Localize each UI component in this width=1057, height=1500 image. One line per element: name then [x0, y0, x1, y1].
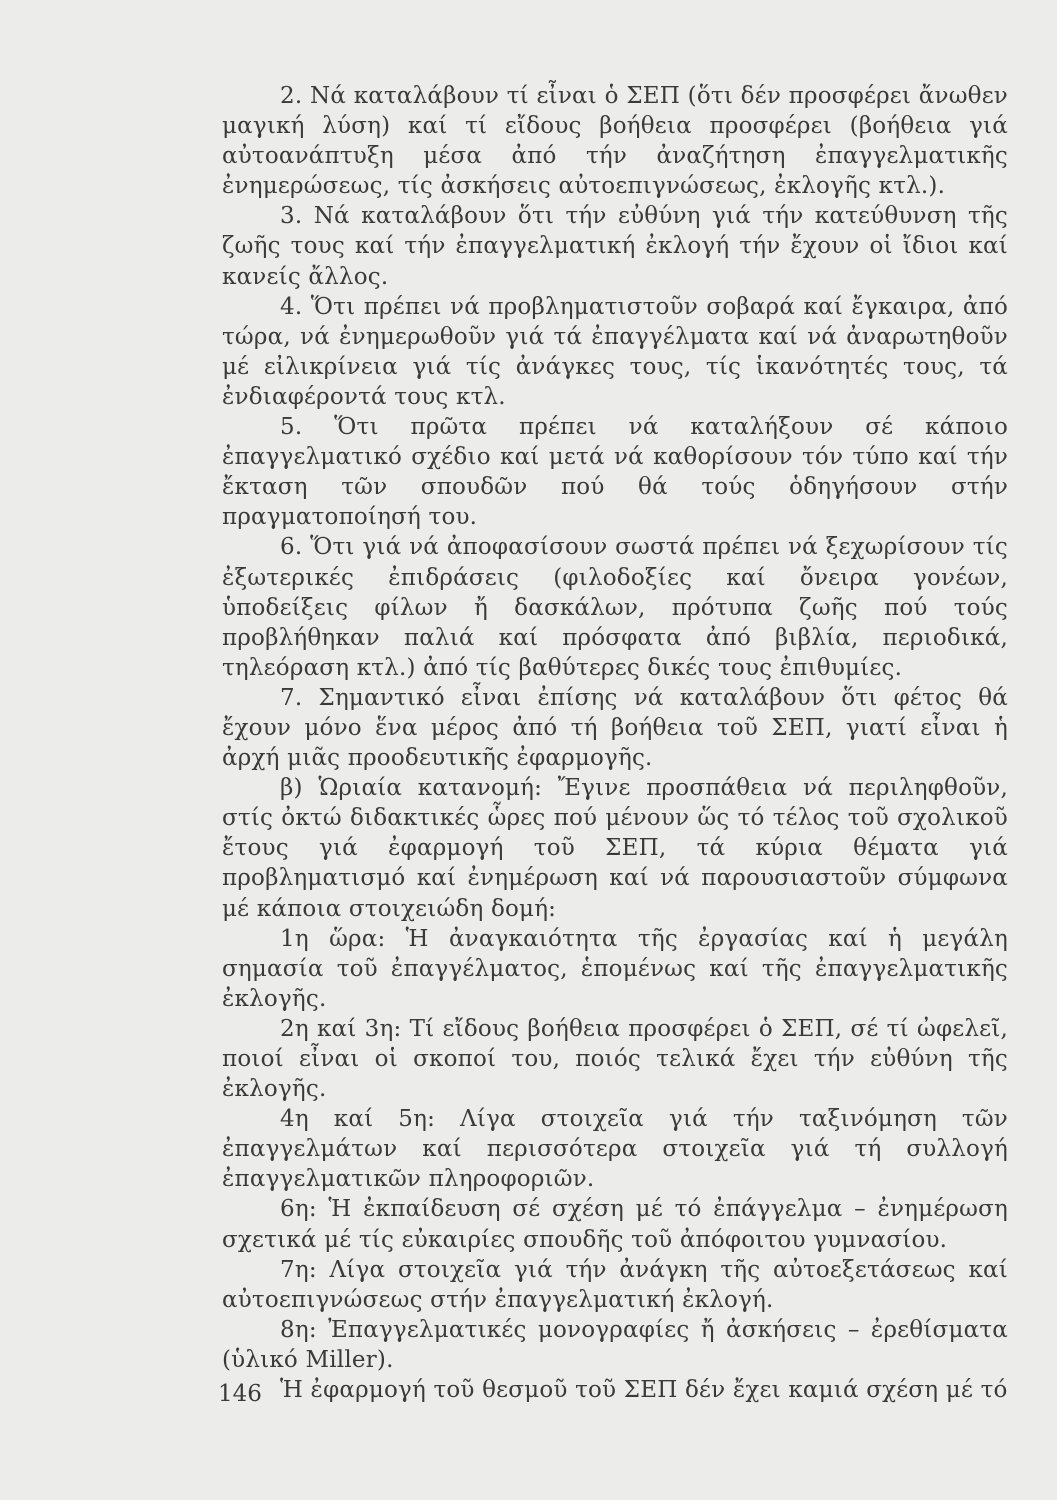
paragraph-item-3: 3. Νά καταλάβουν ὅτι τήν εὐθύνη γιά τήν κατεύθυνση τῆς ζωῆς τους καί τήν ἐπαγγελματική ἐκλογή τήν ἔχουν οἱ ἴδιοι καί κανείς ἄλλος. — [222, 203, 1008, 290]
paragraph-hour-allocation: β) Ὡριαία κατανομή: Ἔγινε προσπάθεια νά περιληφθοῦν, στίς ὀκτώ διδακτικές ὧρες πού μένουν ὥς τό τέλος τοῦ σχολικοῦ ἔτους γιά ἐφαρμογή τοῦ ΣΕΠ, τά κύρια θέματα γιά προβληματισμό καί ἐνημέρωση καί νά παρουσιαστοῦν σύμφωνα μέ κάποια στοιχειώδη δομή: — [222, 775, 1008, 922]
paragraph-hour-6: 6η: Ἡ ἐκπαίδευση σέ σχέση μέ τό ἐπάγγελμα – ἐνημέρωση σχετικά μέ τίς εὐκαιρίες σπουδῆς τοῦ ἀπόφοιτου γυμνασίου. — [222, 1196, 1008, 1253]
paragraph-hour-2-3: 2η καί 3η: Τί εἴδους βοήθεια προσφέρει ὁ ΣΕΠ, σέ τί ὠφελεῖ, ποιοί εἶναι οἱ σκοποί του, ποιός τελικά ἔχει τήν εὐθύνη τῆς ἐκλογῆς. — [222, 1015, 1008, 1103]
paragraph-hour-8: 8η: Ἐπαγγελματικές μονογραφίες ἤ ἀσκήσεις – ἐρεθίσματα (ὑλικό Miller). — [222, 1316, 1008, 1373]
paragraph-item-4: 4. Ὅτι πρέπει νά προβληματιστοῦν σοβαρά καί ἔγκαιρα, ἀπό τώρα, νά ἐνημερωθοῦν γιά τά ἐπαγγέλματα καί νά ἀναρωτηθοῦν μέ εἰλικρίνεια γιά τίς ἀνάγκες τους, τίς ἱκανότητές τους, τά ἐνδιαφέροντά τους κτλ. — [222, 293, 1008, 410]
paragraph-hour-4-5: 4η καί 5η: Λίγα στοιχεῖα γιά τήν ταξινόμηση τῶν ἐπαγγελμάτων καί περισσότερα στοιχεῖα γιά τή συλλογή ἐπαγγελματικῶν πληροφοριῶν. — [222, 1106, 1008, 1193]
paragraph-closing: Ἡ ἐφαρμογή τοῦ θεσμοῦ τοῦ ΣΕΠ δέν ἔχει καμιά σχέση μέ τό — [280, 1377, 1008, 1404]
paragraph-item-6: 6. Ὅτι γιά νά ἀποφασίσουν σωστά πρέπει νά ξεχωρίσουν τίς ἐξωτερικές ἐπιδράσεις (φιλοδοξίες καί ὄνειρα γονέων, ὑποδείξεις φίλων ἤ δασκάλων, πρότυπα ζωῆς πού τούς προβλήθηκαν παλιά καί πρόσφατα ἀπό βιβλία, περιοδικά, τηλεόραση κτλ.) ἀπό τίς βαθύτερες δικές τους ἐπιθυμίες. — [222, 534, 1008, 681]
paragraph-item-7: 7. Σημαντικό εἶναι ἐπίσης νά καταλάβουν ὅτι φέτος θά ἔχουν μόνο ἕνα μέρος ἀπό τή βοήθεια τοῦ ΣΕΠ, γιατί εἶναι ἡ ἀρχή μιᾶς προοδευτικῆς ἐφαρμογῆς. — [222, 684, 1008, 772]
paragraph-item-2: 2. Νά καταλάβουν τί εἶναι ὁ ΣΕΠ (ὅτι δέν προσφέρει ἄνωθεν μαγική λύση) καί τί εἴδους βοήθεια προσφέρει (βοήθεια γιά αὐτοανάπτυξη μέσα ἀπό τήν ἀναζήτηση ἐπαγγελματικῆς ἐνημερώσεως, τίς ἀσκήσεις αὐτοεπιγνώσεως, ἐκλογῆς κτλ.). — [222, 83, 1008, 200]
paragraph-hour-1: 1η ὥρα: Ἡ ἀναγκαιότητα τῆς ἐργασίας καί ἡ μεγάλη σημασία τοῦ ἐπαγγέλματος, ἑπομένως καί τῆς ἐπαγγελματικῆς ἐκλογῆς. — [222, 925, 1008, 1012]
paragraph-item-5: 5. Ὅτι πρῶτα πρέπει νά καταλήξουν σέ κάποιο ἐπαγγελματικό σχέδιο καί μετά νά καθορίσουν τόν τύπο καί τήν ἔκταση τῶν σπουδῶν πού θά τούς ὁδηγήσουν στήν πραγματοποίησή του. — [222, 414, 1008, 531]
paragraph-hour-7: 7η: Λίγα στοιχεῖα γιά τήν ἀνάγκη τῆς αὐτοεξετάσεως καί αὐτοεπιγνώσεως στήν ἐπαγγελματική ἐκλογή. — [222, 1256, 1008, 1313]
page-number: 146 — [218, 1381, 262, 1407]
body-text — [222, 81, 1008, 1405]
